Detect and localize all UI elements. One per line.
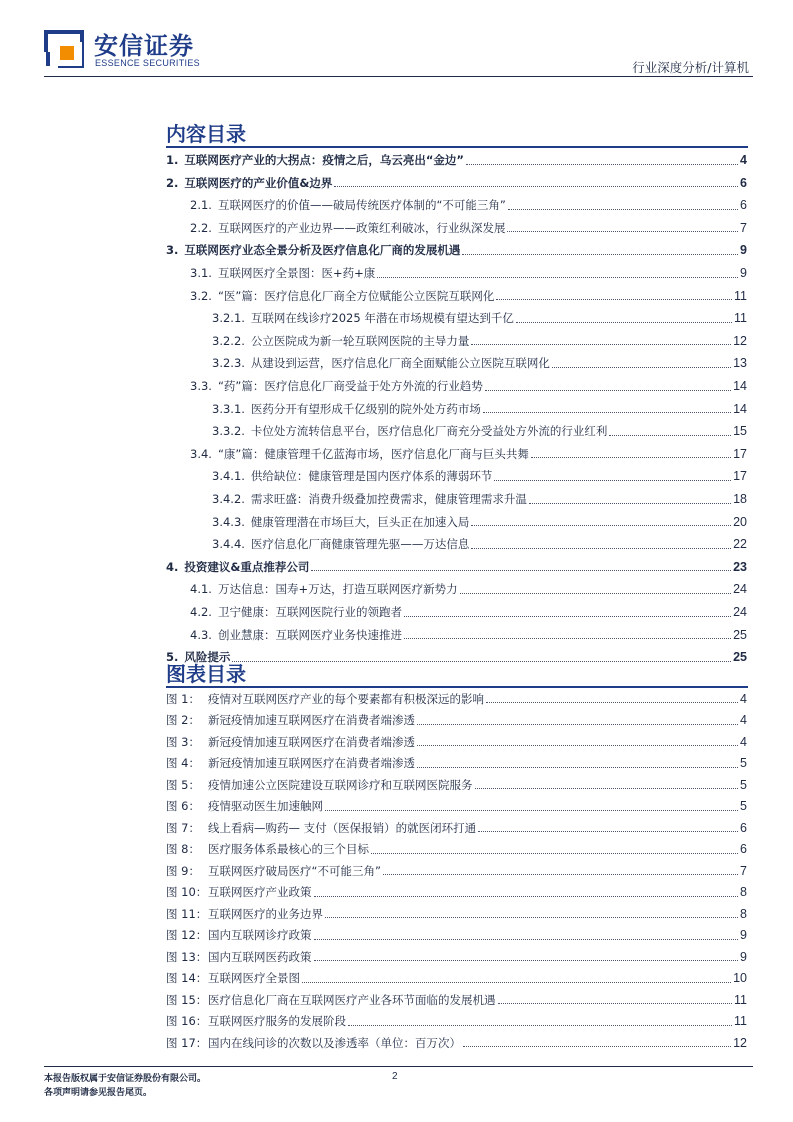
footer-copyright: 本报告版权属于安信证券股份有限公司。 (44, 1074, 207, 1084)
toc-entry-title: “康”篇：健康管理千亿蓝海市场，医疗信息化厂商与巨头共舞 (217, 446, 529, 461)
logo-english-name: ESSENCE SECURITIES (95, 58, 200, 68)
figure-entry-title: 国内互联网诊疗政策 (208, 928, 312, 942)
figure-entry-title: 互联网医疗全景图 (208, 971, 300, 985)
toc-dot-leader (471, 344, 731, 345)
figure-entry-title: 国内互联网医药政策 (208, 949, 312, 964)
toc-entry-title: 互联网医疗产业的大拐点：疫情之后，乌云亮出“金边” (184, 153, 464, 167)
toc-entry[interactable] (212, 534, 747, 554)
toc-entry-number: 3. (166, 243, 179, 258)
figure-entry-label: 图 9： (166, 863, 200, 878)
toc-entry[interactable] (190, 444, 747, 464)
toc-entry-title: “医”篇：医疗信息化厂商全方位赋能公立医院互联网化 (217, 288, 495, 303)
toc-entry-title: 互联网医疗业态全景分析及医疗信息化厂商的发展机遇 (184, 243, 461, 258)
figure-entry-page: 8 (740, 885, 747, 899)
toc-entry-title: 万达信息：国寿+万达，打造互联网医疗新势力 (217, 582, 458, 597)
figure-entry-page: 5 (740, 756, 747, 770)
figure-entry-page: 11 (734, 1014, 747, 1028)
toc-entry[interactable] (166, 240, 747, 260)
toc-entry-title: 从建设到运营，医疗信息化厂商全面赋能公立医院互联网化 (250, 356, 550, 371)
toc-entry-page: 11 (734, 311, 747, 326)
figure-entry-title: 新冠疫情加速互联网医疗在消费者端渗透 (208, 734, 415, 749)
toc-dot-leader (508, 209, 738, 210)
toc-entry-page: 25 (733, 627, 747, 642)
essence-logo-icon (44, 30, 84, 68)
toc-dot-leader (471, 548, 731, 549)
toc-entry-number: 2.2. (190, 220, 212, 235)
figure-entry[interactable] (166, 925, 747, 946)
toc-entry-page: 15 (733, 424, 747, 439)
toc-entry-number: 3.4.3. (212, 514, 245, 529)
logo-chinese-name: 安信证券 (94, 32, 194, 60)
figure-entry-page: 4 (740, 691, 747, 706)
toc-dot-leader (516, 322, 732, 323)
figure-entry[interactable] (166, 796, 747, 817)
figure-entry-label: 图 8： (166, 842, 200, 856)
figure-entry-label: 图 17： (166, 1035, 208, 1050)
toc-dot-leader (471, 525, 731, 526)
toc-entry-title: 互联网医疗的产业价值&边界 (184, 175, 333, 190)
toc-dot-leader (404, 638, 731, 639)
figures-title: 图表目录 (166, 662, 246, 686)
figure-entry-page: 11 (734, 992, 747, 1007)
figure-entry[interactable] (166, 688, 747, 709)
figure-entry-title: 疫情加速公立医院建设互联网诊疗和互联网医院服务 (208, 777, 473, 792)
toc-entry-title: 互联网在线诊疗2025 年潜在市场规模有望达到千亿 (250, 311, 514, 326)
toc-entry-title: 需求旺盛：消费升级叠加控费需求，健康管理需求升温 (250, 492, 527, 506)
toc-entry[interactable] (190, 602, 747, 622)
figure-entry[interactable] (166, 1011, 747, 1032)
figure-dot-leader (475, 788, 739, 789)
figure-entry-page: 4 (740, 734, 747, 749)
toc-entry-number: 3.2.1. (212, 311, 245, 326)
toc-entry-title: 风险提示 (184, 650, 231, 665)
toc-entry[interactable] (190, 625, 747, 645)
footer-divider (44, 1066, 753, 1067)
figure-entry-label: 图 14： (166, 971, 208, 985)
toc-entry-title: 供给缺位：健康管理是国内医疗体系的薄弱环节 (250, 469, 493, 484)
figure-dot-leader (314, 960, 739, 961)
toc-entry[interactable] (212, 512, 747, 532)
figure-entry-label: 图 7： (166, 820, 200, 835)
toc-entry-page: 24 (733, 605, 747, 619)
figure-entry-page: 9 (740, 949, 747, 964)
toc-entry-number: 3.3. (190, 379, 212, 393)
figure-dot-leader (498, 1003, 733, 1004)
toc-entry-page: 9 (740, 243, 747, 258)
toc-entry-page: 4 (740, 153, 747, 167)
toc-dot-leader (334, 186, 738, 187)
figure-entry[interactable] (166, 710, 747, 731)
toc-entry[interactable] (212, 331, 747, 351)
figure-entry-label: 图 4： (166, 756, 200, 770)
toc-entry[interactable] (166, 647, 747, 667)
toc-entry[interactable] (166, 150, 747, 170)
toc-entry[interactable] (212, 399, 747, 419)
toc-entry-page: 13 (733, 356, 747, 371)
figure-entry-title: 互联网医疗破局医疗“不可能三角” (208, 863, 381, 878)
figure-entry[interactable] (166, 774, 747, 795)
figure-entry[interactable] (166, 903, 747, 924)
toc-entry[interactable] (190, 579, 747, 599)
toc-dot-leader (531, 457, 731, 458)
toc-entry[interactable] (190, 286, 747, 306)
figure-entry-label: 图 1： (166, 691, 200, 706)
toc-entry[interactable] (166, 173, 747, 193)
toc-entry-title: 互联网医疗的价值——破局传统医疗体制的“不可能三角” (217, 198, 506, 213)
figure-dot-leader (302, 982, 731, 983)
toc-entry-page: 17 (733, 469, 747, 484)
figure-entry-title: 疫情对互联网医疗产业的每个要素都有积极深远的影响 (208, 691, 484, 706)
toc-entry-title: 卫宁健康：互联网医院行业的领跑者 (217, 605, 402, 619)
figure-entry-label: 图 6： (166, 799, 200, 813)
figure-entry-title: 互联网医疗产业政策 (208, 885, 312, 899)
figure-entry-page: 9 (740, 928, 747, 942)
toc-entry-page: 7 (740, 220, 747, 235)
toc-entry-page: 22 (733, 537, 747, 552)
toc-entry-number: 3.4. (190, 446, 212, 461)
toc-entry-number: 4.1. (190, 582, 212, 597)
toc-entry-title: 公立医院成为新一轮互联网医院的主导力量 (250, 333, 470, 348)
toc-entry-number: 2. (166, 175, 179, 190)
figure-entry-title: 新冠疫情加速互联网医疗在消费者端渗透 (208, 713, 415, 727)
toc-entry-title: 卡位处方流转信息平台，医疗信息化厂商充分受益处方外流的行业红利 (250, 424, 608, 439)
figure-dot-leader (325, 917, 738, 918)
page-number: 2 (392, 1071, 398, 1082)
footer-disclaimer: 各项声明请参见报告尾页。 (44, 1088, 153, 1098)
figure-entry-title: 互联网医疗服务的发展阶段 (208, 1014, 346, 1028)
toc-dot-leader (529, 503, 731, 504)
toc-entry-number: 5. (166, 650, 179, 665)
toc-dot-leader (507, 231, 738, 232)
figure-entry-title: 医疗服务体系最核心的三个目标 (208, 842, 369, 856)
toc-dot-leader (494, 480, 731, 481)
figure-dot-leader (417, 724, 738, 725)
figure-entry[interactable] (166, 860, 747, 881)
figure-entry-label: 图 16： (166, 1014, 208, 1028)
figure-entry[interactable] (166, 817, 747, 838)
toc-entry[interactable] (166, 557, 747, 577)
figure-entry-title: 国内在线问诊的次数以及渗透率（单位：百万次） (208, 1035, 461, 1050)
toc-entry-number: 3.2. (190, 288, 212, 303)
figure-entry-label: 图 15： (166, 992, 208, 1007)
toc-entry-number: 1. (166, 153, 179, 167)
toc-entry-page: 11 (734, 288, 747, 303)
toc-entry-number: 3.1. (190, 266, 212, 280)
toc-dot-leader (483, 412, 731, 413)
toc-dot-leader (609, 435, 731, 436)
toc-entry-number: 3.4.2. (212, 492, 245, 506)
figure-entry-title: 新冠疫情加速互联网医疗在消费者端渗透 (208, 756, 415, 770)
toc-entry[interactable] (190, 263, 747, 283)
toc-entry-number: 3.3.1. (212, 401, 245, 416)
report-type: 行业深度分析/计算机 (632, 60, 749, 75)
figure-dot-leader (486, 702, 738, 703)
toc-entry[interactable] (212, 489, 747, 509)
toc-entry[interactable] (212, 353, 747, 373)
toc-entry-page: 23 (733, 559, 747, 574)
figure-entry-page: 6 (740, 820, 747, 835)
toc-entry[interactable] (190, 195, 747, 215)
toc-entry-number: 4.3. (190, 627, 212, 642)
header-divider (44, 76, 753, 77)
toc-dot-leader (311, 570, 731, 571)
toc-entry-number: 3.3.2. (212, 424, 245, 439)
toc-entry[interactable] (212, 421, 747, 441)
figure-entry-title: 疫情驱动医生加速触网 (208, 799, 323, 813)
figure-dot-leader (463, 1046, 731, 1047)
toc-entry-page: 6 (740, 175, 747, 190)
toc-entry-title: 互联网医疗的产业边界——政策红利破冰，行业纵深发展 (217, 220, 506, 235)
toc-entry-page: 6 (740, 198, 747, 213)
page-header (0, 0, 793, 80)
figure-entry-page: 12 (733, 1035, 747, 1050)
toc-dot-leader (377, 277, 738, 278)
figure-entry-label: 图 10： (166, 885, 208, 899)
toc-entry-title: 创业慧康：互联网医疗业务快速推进 (217, 627, 402, 642)
toc-dot-leader (404, 616, 731, 617)
figure-entry[interactable] (166, 946, 747, 967)
toc-entry[interactable] (190, 376, 747, 396)
toc-title-divider (166, 146, 748, 148)
toc-entry-page: 25 (733, 650, 747, 665)
figure-entry-page: 4 (740, 713, 747, 727)
figure-dot-leader (325, 810, 738, 811)
figure-dot-leader (314, 896, 739, 897)
figure-entry-label: 图 2： (166, 713, 200, 727)
figure-dot-leader (417, 745, 738, 746)
toc-entry-page: 12 (733, 333, 747, 348)
figure-entry-label: 图 11： (166, 906, 208, 921)
figure-entry-label: 图 13： (166, 949, 208, 964)
toc-entry[interactable] (212, 466, 747, 486)
toc-dot-leader (466, 164, 738, 165)
figure-entry-page: 6 (740, 842, 747, 856)
toc-entry-title: 投资建议&重点推荐公司 (184, 559, 310, 574)
toc-entry-page: 24 (733, 582, 747, 597)
figure-entry[interactable] (166, 839, 747, 860)
toc-entry-number: 2.1. (190, 198, 212, 213)
figure-entry-title: 医疗信息化厂商在互联网医疗产业各环节面临的发展机遇 (208, 992, 496, 1007)
figure-entry[interactable] (166, 731, 747, 752)
figure-entry[interactable] (166, 989, 747, 1010)
toc-entry[interactable] (212, 308, 747, 328)
figure-entry[interactable] (166, 753, 747, 774)
figure-dot-leader (478, 831, 738, 832)
toc-entry-number: 4.2. (190, 605, 212, 619)
toc-dot-leader (460, 593, 732, 594)
figure-dot-leader (314, 939, 739, 940)
figure-entry[interactable] (166, 882, 747, 903)
toc-entry[interactable] (190, 218, 747, 238)
toc-title: 内容目录 (166, 122, 246, 146)
figure-entry[interactable] (166, 1032, 747, 1053)
figure-dot-leader (348, 1025, 732, 1026)
toc-entry-page: 14 (733, 379, 747, 393)
toc-dot-leader (485, 390, 731, 391)
figure-entry-page: 8 (740, 906, 747, 921)
figure-entry-label: 图 5： (166, 777, 200, 792)
figure-dot-leader (383, 874, 738, 875)
toc-entry-number: 3.2.2. (212, 333, 245, 348)
toc-entry-page: 20 (733, 514, 747, 529)
toc-entry-number: 4. (166, 559, 179, 574)
toc-entry-title: “药”篇：医疗信息化厂商受益于处方外流的行业趋势 (217, 379, 483, 393)
toc-entry-title: 互联网医疗全景图：医+药+康 (217, 266, 376, 280)
figure-entry[interactable] (166, 968, 747, 989)
figure-dot-leader (371, 853, 738, 854)
figure-entry-page: 5 (740, 777, 747, 792)
toc-dot-leader (232, 661, 731, 662)
figure-entry-page: 10 (733, 971, 747, 985)
toc-entry-page: 17 (733, 446, 747, 461)
figure-entry-page: 5 (740, 799, 747, 813)
figure-entry-label: 图 3： (166, 734, 200, 749)
toc-dot-leader (462, 254, 738, 255)
figure-entry-title: 互联网医疗的业务边界 (208, 906, 323, 921)
figure-entry-label: 图 12： (166, 928, 208, 942)
figure-entry-title: 线上看病—购药— 支付（医保报销）的就医闭环打通 (208, 820, 477, 835)
toc-entry-number: 3.4.4. (212, 537, 245, 552)
toc-entry-number: 3.4.1. (212, 469, 245, 484)
toc-entry-page: 9 (740, 266, 747, 280)
toc-dot-leader (552, 367, 731, 368)
toc-entry-title: 健康管理潜在市场巨大，巨头正在加速入局 (250, 514, 470, 529)
toc-dot-leader (496, 299, 732, 300)
toc-entry-page: 18 (733, 492, 747, 506)
toc-entry-title: 医药分开有望形成千亿级别的院外处方药市场 (250, 401, 481, 416)
figure-entry-page: 7 (740, 863, 747, 878)
figure-dot-leader (417, 767, 738, 768)
toc-entry-title: 医疗信息化厂商健康管理先驱——万达信息 (250, 537, 470, 552)
toc-entry-number: 3.2.3. (212, 356, 245, 371)
toc-entry-page: 14 (733, 401, 747, 416)
